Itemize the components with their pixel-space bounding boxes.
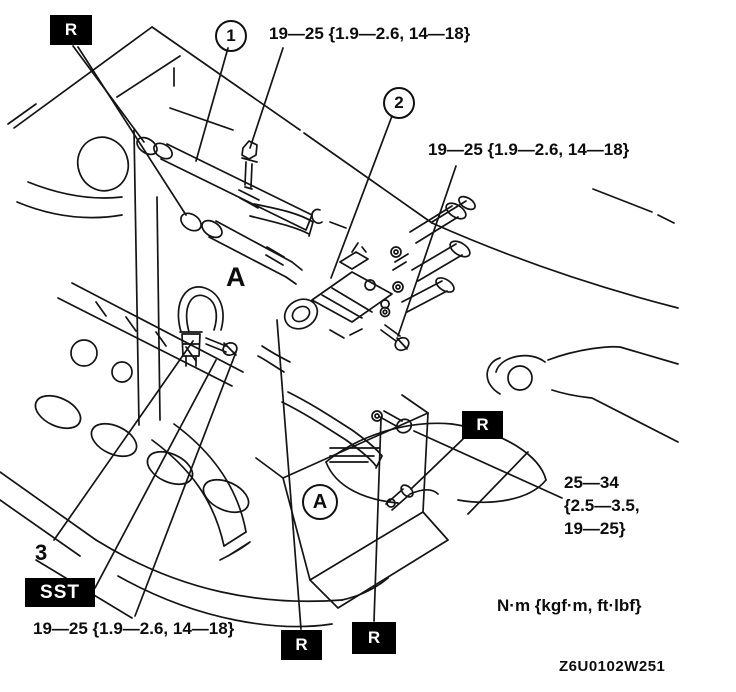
replace-marker-label: R [64,20,78,39]
replace-marker-label: R [476,415,489,434]
leader-lines [54,46,562,629]
callout-1-badge [215,20,247,52]
replace-marker-top-left [50,15,92,45]
callout-2-label: 2 [394,93,404,112]
torque-spec-mid-line3: 19—25} [564,519,626,538]
torque-spec-top: 19—25 {1.9—2.6, 14—18} [269,24,471,43]
view-a-label: A [226,262,246,292]
replace-marker-bottom-2 [352,622,396,654]
replace-marker-mid-right [462,411,503,439]
torque-spec-right: 19—25 {1.9—2.6, 14—18} [428,140,630,159]
replace-marker-label: R [295,635,308,654]
units-note: N·m {kgf·m, ft·lbf} [497,596,642,615]
torque-spec-mid [564,471,640,540]
torque-spec-mid-line2: {2.5—3.5, [564,496,640,515]
water-outlet-housing [279,243,408,338]
housing-bolts [372,325,414,435]
replace-marker-bottom-1 [281,630,322,660]
callout-1-label: 1 [226,26,236,45]
sst-marker [25,578,95,607]
heater-hose-stubs [381,194,478,317]
torque-spec-bottom: 19—25 {1.9—2.6, 14—18} [33,619,235,638]
sst-label: SST [40,581,80,603]
detail-a-badge [302,484,338,520]
torque-spec-mid-line1: 25—34 [564,473,619,492]
figure-code: Z6U0102W251 [559,658,666,675]
callout-3-label: 3 [35,540,48,565]
sensor-and-loop [178,287,382,468]
detail-a-label: A [312,490,328,513]
replace-marker-label: R [367,628,381,647]
callout-2-badge [383,87,415,119]
